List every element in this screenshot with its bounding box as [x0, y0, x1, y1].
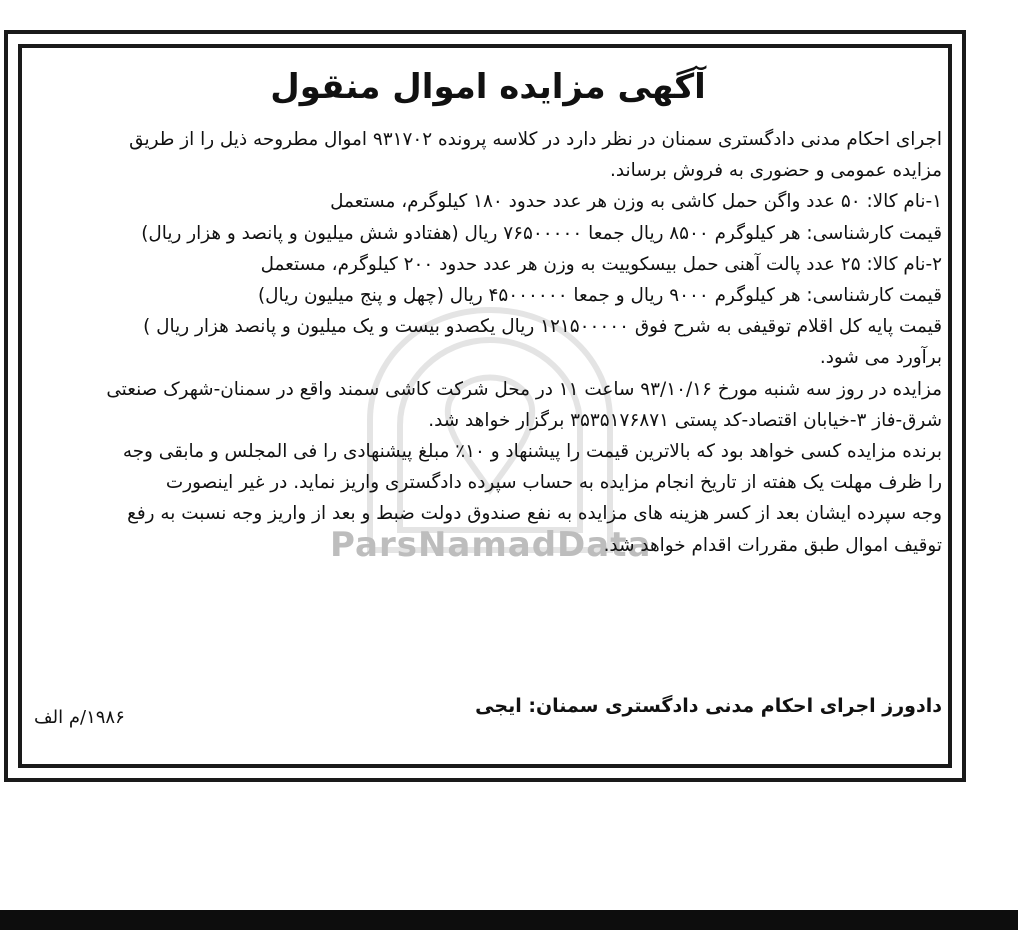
bottom-divider-bar: [0, 910, 1018, 930]
notice-title: آگهی مزایده اموال منقول: [270, 67, 706, 107]
notice-signature: دادورز اجرای احکام مدنی دادگستری سمنان: ایجی: [475, 695, 942, 717]
body-line: توقیف اموال طبق مقررات اقدام خواهد شد.: [603, 534, 942, 556]
body-line: ۲-نام کالا: ۲۵ عدد پالت آهنی حمل بیسکوییت به وزن هر عدد حدود ۲۰۰ کیلوگرم، مستعمل: [260, 253, 942, 275]
body-line: برآورد می شود.: [819, 347, 942, 369]
body-line: مزایده عمومی و حضوری به فروش برساند.: [610, 160, 942, 182]
body-line: شرق-فاز ۳-خیابان اقتصاد-کد پستی ۳۵۳۵۱۷۶۸۷۱ برگزار خواهد شد.: [428, 409, 942, 431]
body-line: قیمت پایه کل اقلام توقیفی به شرح فوق ۱۲۱۵۰۰۰۰۰ ریال یکصدو بیست و یک میلیون و پانصد هزار ریال ): [143, 316, 942, 338]
body-line: قیمت کارشناسی: هر کیلوگرم ۹۰۰۰ ریال و جمعا ۴۵۰۰۰۰۰۰ ریال (چهل و پنج میلیون ریال): [257, 285, 942, 307]
body-line: را ظرف مهلت یک هفته از تاریخ انجام مزایده به حساب سپرده دادگستری واریز نماید. در غیر اینصورت: [165, 472, 942, 494]
notice-body: [34, 124, 942, 561]
body-line: قیمت کارشناسی: هر کیلوگرم ۸۵۰۰ ریال جمعا ۷۶۵۰۰۰۰۰ ریال (هفتادو شش میلیون و پانصد و هزار ریال): [141, 222, 942, 244]
notice-reference-code: ۱۹۸۶/م الف: [34, 707, 125, 728]
body-line: ۱-نام کالا: ۵۰ عدد واگن حمل کاشی به وزن هر عدد حدود ۱۸۰ کیلوگرم، مستعمل: [330, 191, 942, 213]
notice-content: [34, 52, 942, 561]
body-line: مزایده در روز سه شنبه مورخ ۹۳/۱۰/۱۶ ساعت ۱۱ در محل شرکت کاشی سمند واقع در سمنان-شهرک صنعتی: [106, 378, 942, 400]
body-line: اجرای احکام مدنی دادگستری سمنان در نظر دارد در کلاسه پرونده ۹۳۱۷۰۲ اموال مطروحه ذیل را از طریق: [129, 129, 942, 150]
body-line: برنده مزایده کسی خواهد بود که بالاترین قیمت را پیشنهاد و ۱۰٪ مبلغ پیشنهادی را فی المجلس و مابقی وجه: [122, 441, 942, 463]
body-line: وجه سپرده ایشان بعد از کسر هزینه های مزایده به نفع صندوق دولت ضبط و بعد از واریز وجه نسبت به رفع: [127, 503, 942, 525]
watermark-text: ParsNamadData: [330, 525, 652, 565]
